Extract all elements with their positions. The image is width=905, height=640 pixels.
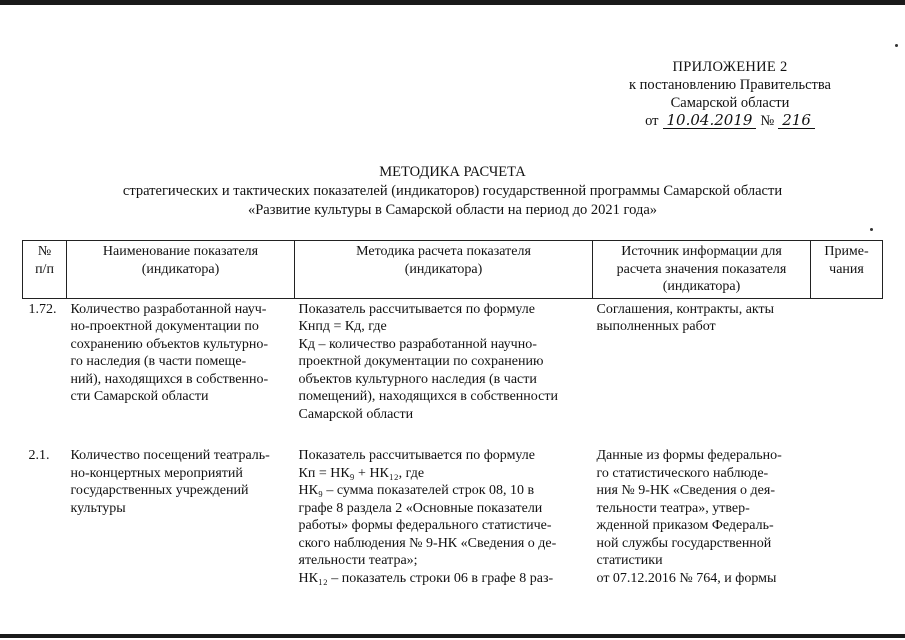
row-source: Соглашения, контракты, акты выполненных работ <box>596 301 775 334</box>
row-name: Количество разработанной науч- но-проектной документации по сохранению объектов культурно- го наследия (в части помеще- ний), находящихся в собственно- сти Самарской области <box>70 301 269 404</box>
handwritten-number: 216 <box>778 112 815 129</box>
row-num: 2.1. <box>28 448 50 463</box>
appendix-date-line <box>560 112 900 130</box>
method-subtitle-1: стратегических и тактических показателей (индикаторов) государственной программы Самарской области <box>122 183 783 199</box>
table-header-row <box>23 241 883 299</box>
row-source: Данные из формы федерально- го статистического наблюде- ния № 9-НК «Сведения о дея- тельности театра», утвер- жденной приказом Федераль- ной службы государственной статистики от 07.12.2016 № 764, и формы <box>596 448 782 586</box>
row-method: Показатель рассчитывается по формуле Кнпд = Кд, где Кд – количество разработанной научно- проектной документации по сохранению объектов культурного наследия (в части помещений), находящихся в собственности Самарской области <box>298 301 558 422</box>
header-method: Методика расчета показателя (индикатора) <box>295 241 593 299</box>
row-name: Количество посещений театраль- но-концертных мероприятий государственных учреждений культуры <box>70 448 270 516</box>
header-notes: Приме- чания <box>811 241 883 299</box>
appendix-line-2: Самарской области <box>670 95 790 111</box>
appendix-block <box>560 58 900 130</box>
row-num: 1.72. <box>28 301 57 317</box>
date-prefix: от <box>645 113 659 129</box>
scan-speck <box>870 228 873 231</box>
scan-speck <box>895 44 898 47</box>
row-method: Показатель рассчитывается по формуле Кп = НК₉ + НК₁₂, где НК₉ – сумма показателей строк 08, 10 в графе 8 раздела 2 «Основные показатели работы» формы федерального статистиче- ского наблюдения № 9-НК «Сведения о де- ятельности театра»; НК₁₂ – показатель строки 06 в графе 8 раз- <box>298 448 557 586</box>
table-row <box>23 445 883 589</box>
header-source: Источник информации для расчета значения показателя (индикатора) <box>593 241 811 299</box>
appendix-title: ПРИЛОЖЕНИЕ 2 <box>672 59 788 75</box>
method-subtitle-2: «Развитие культуры в Самарской области на период до 2021 года» <box>247 202 658 218</box>
number-prefix: № <box>760 113 775 129</box>
scan-bottom-border <box>0 634 905 638</box>
row-notes <box>811 445 883 589</box>
row-spacer <box>23 425 883 445</box>
handwritten-date: 10.04.2019 <box>663 112 757 129</box>
table-row <box>23 299 883 426</box>
header-name: Наименование показателя (индикатора) <box>67 241 295 299</box>
header-num: № п/п <box>23 241 67 299</box>
method-title: МЕТОДИКА РАСЧЕТА <box>379 164 526 180</box>
indicators-table <box>22 240 883 589</box>
appendix-line-1: к постановлению Правительства <box>629 77 831 93</box>
row-notes <box>811 299 883 426</box>
scan-top-border <box>0 0 905 5</box>
